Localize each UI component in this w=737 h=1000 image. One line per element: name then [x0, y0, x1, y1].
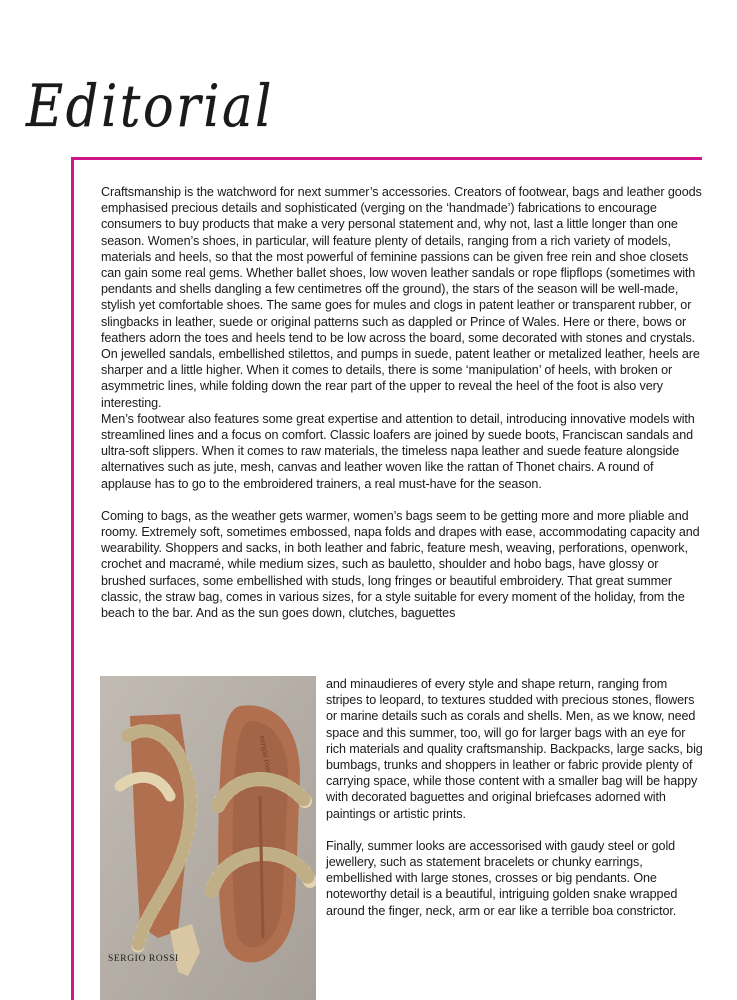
editorial-title-text: Editorial	[25, 72, 275, 140]
right-sandal-brand: sergio rossi	[258, 734, 274, 777]
accent-frame-top	[71, 157, 702, 160]
editorial-title	[22, 48, 282, 148]
article-paragraph: and minaudieres of every style and shape return, ranging from stripes to leopard, to textures studded with precious stones, flowers or marine details such as corals and shells. Men, as we know, need space and this summer, too, will go for larger bags with an eye for rich materials and quality craftsmanship. Backpacks, large sacks, big bumbags, trunks and shoppers in leather or fabric provide plenty of carrying space, while those content with a smaller bag will be happy with decorated baguettes and original briefcases adorned with paintings or artistic prints.	[326, 677, 703, 821]
article-body	[101, 184, 703, 637]
article-side-column	[326, 676, 706, 935]
sandals-illustration	[100, 676, 316, 1000]
sandals-photo	[100, 676, 316, 1000]
article-paragraph: Finally, summer looks are accessorised with gaudy steel or gold jewellery, such as statement bracelets or chunky earrings, embellished with large stones, crosses or big pendants. One noteworthy detail is a beautiful, intriguing golden snake wrapped around the finger, neck, arm or ear like a terrible boa constrictor.	[326, 838, 678, 918]
photo-caption: SERGIO ROSSI	[108, 954, 179, 964]
article-paragraph: Men’s footwear also features some great expertise and attention to detail, introducing innovative models with streamlined lines and a focus on comfort. Classic loafers are joined by suede boots, Franciscan sandals and ultra-soft slippers. When it comes to raw materials, the timeless napa leather and suede feature alongside alternatives such as jute, mesh, canvas and leather woven like the rattan of Thonet chairs. A round of applause has to go to the embroidered trainers, a real must-have for the season.	[101, 411, 695, 491]
article-paragraph: Coming to bags, as the weather gets warmer, women’s bags seem to be getting more and more pliable and roomy. Extremely soft, sometimes embossed, napa folds and drapes with ease, accommodating capacity and wearability. Shoppers and sacks, in both leather and fabric, feature mesh, weaving, perforations, openwork, crochet and macramé, while medium sizes, such as bauletto, shoulder and hobo bags, have glossy or brushed surfaces, some embellished with studs, long fringes or beautiful embroidery. That great summer classic, the straw bag, comes in various sizes, for a style suitable for every moment of the holiday, from the beach to the bar. And as the sun goes down, clutches, baguettes	[101, 508, 700, 621]
accent-frame-left	[71, 157, 74, 1000]
article-paragraph: Craftsmanship is the watchword for next summer’s accessories. Creators of footwear, bags and leather goods emphasised precious details and sophisticated (verging on the ‘handmade’) fabrications to encourage consumers to buy products that make a very personal statement and, why not, last a little longer than one season. Women’s shoes, in particular, will feature plenty of details, ranging from a rich variety of models, materials and heels, so that the most powerful of feminine passions can be given free rein and shoe closets can gain some real gems. Whether ballet shoes, low woven leather sandals or rope flipflops (sometimes with pendants and shells dangling a few centimetres off the ground), the stars of the season will be well-made, stylish yet comfortable shoes. The same goes for mules and clogs in patent leather or transparent rubber, or slingbacks in leather, suede or original patterns such as dappled or Prince of Wales. Here or there, bows or feathers adorn the toes and heels tend to be low across the board, some decorated with stones and crystals. On jewelled sandals, embellished stilettos, and pumps in suede, patent leather or metalized leather, heels are sharper and a little higher. When it comes to details, there is some ‘manipulation’ of heels, with broken or asymmetric lines, while folding down the rear part of the upper to reveal the heel of the foot is also very interesting.	[101, 185, 702, 410]
